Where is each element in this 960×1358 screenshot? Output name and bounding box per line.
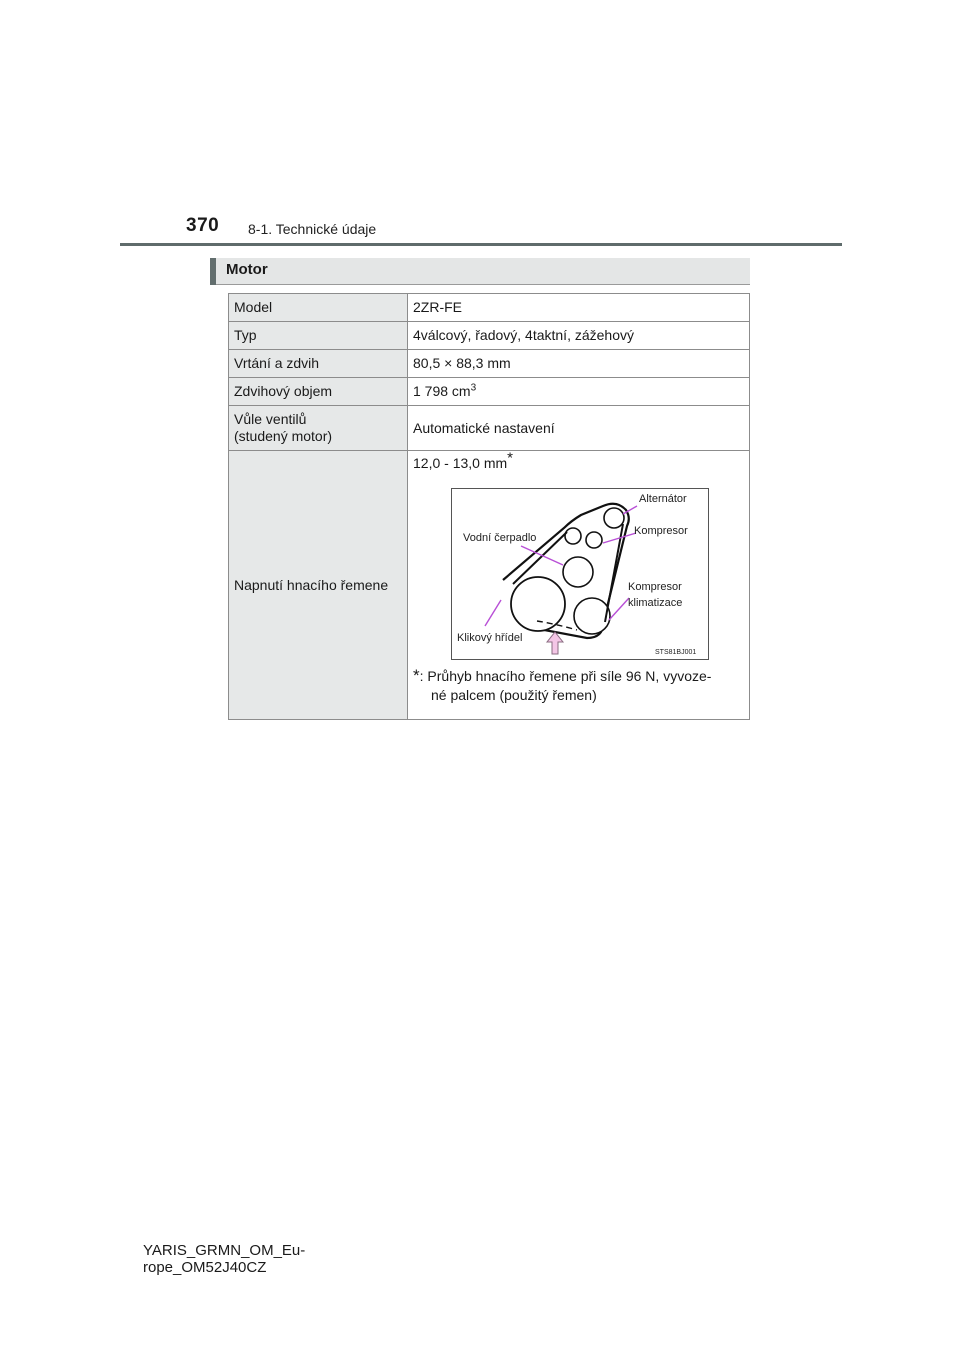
compressor-pulley [586,532,602,548]
footnote-line2: né palcem (použitý řemen) [431,687,597,703]
row-value: Automatické nastavení [408,406,750,451]
table-row [229,350,750,378]
row-key: Typ [229,322,408,350]
row-value [408,451,750,720]
label-alternator: Alternátor [639,493,687,505]
superscript-three: 3 [470,382,477,394]
row-key [229,406,408,451]
water-pump-pulley [563,557,593,587]
heading-title: Motor [226,261,268,278]
row-value: 2ZR-FE [408,294,750,322]
section-heading [210,258,750,285]
label-ac-line2: klimatizace [628,597,683,609]
table-row [229,451,750,720]
alternator-pulley [604,508,624,528]
belt-diagram [451,488,709,660]
footnote-line1: : Průhyb hnacího řemene při síle 96 N, vyvoze- [419,668,712,684]
idler-pulley [565,528,581,544]
row-key: Zdvihový objem [229,378,408,406]
footer-line1: YARIS_GRMN_OM_Eu- [143,1242,306,1259]
figure-code: STS81BJ001 [655,649,697,656]
row-key: Napnutí hnacího řemene [229,451,408,720]
label-compressor: Kompresor [634,525,688,537]
page-number: 370 [186,215,220,236]
header-divider [120,243,842,246]
row-key-line2: (studený motor) [234,428,333,444]
ac-compressor-pulley [574,598,610,634]
table-row [229,406,750,451]
label-crankshaft: Klikový hřídel [457,632,523,644]
row-key-line1: Vůle ventilů [234,411,307,427]
asterisk-mark: * [507,449,513,467]
row-value: 80,5 × 88,3 mm [408,350,750,378]
section-title: 8-1. Technické údaje [248,221,377,237]
row-key: Vrtání a zdvih [229,350,408,378]
engine-spec-table [228,293,750,720]
document-footer [143,1242,305,1276]
footer-line2: rope_OM52J40CZ [143,1259,267,1276]
label-ac-line1: Kompresor [628,581,682,593]
table-row [229,322,750,350]
heading-accent [210,258,216,285]
footnote-mark: * [413,666,420,685]
row-value: 4válcový, řadový, 4taktní, zážehový [408,322,750,350]
row-key: Model [229,294,408,322]
row-value [408,378,750,406]
table-row [229,294,750,322]
belt-tension-text: 12,0 - 13,0 mm [413,455,508,471]
footnote [413,666,744,705]
crankshaft-pulley [511,577,565,631]
belt-tension-value [413,449,744,472]
table-row [229,378,750,406]
displacement-value: 1 798 cm [413,383,471,399]
label-water-pump: Vodní čerpadlo [463,532,537,544]
